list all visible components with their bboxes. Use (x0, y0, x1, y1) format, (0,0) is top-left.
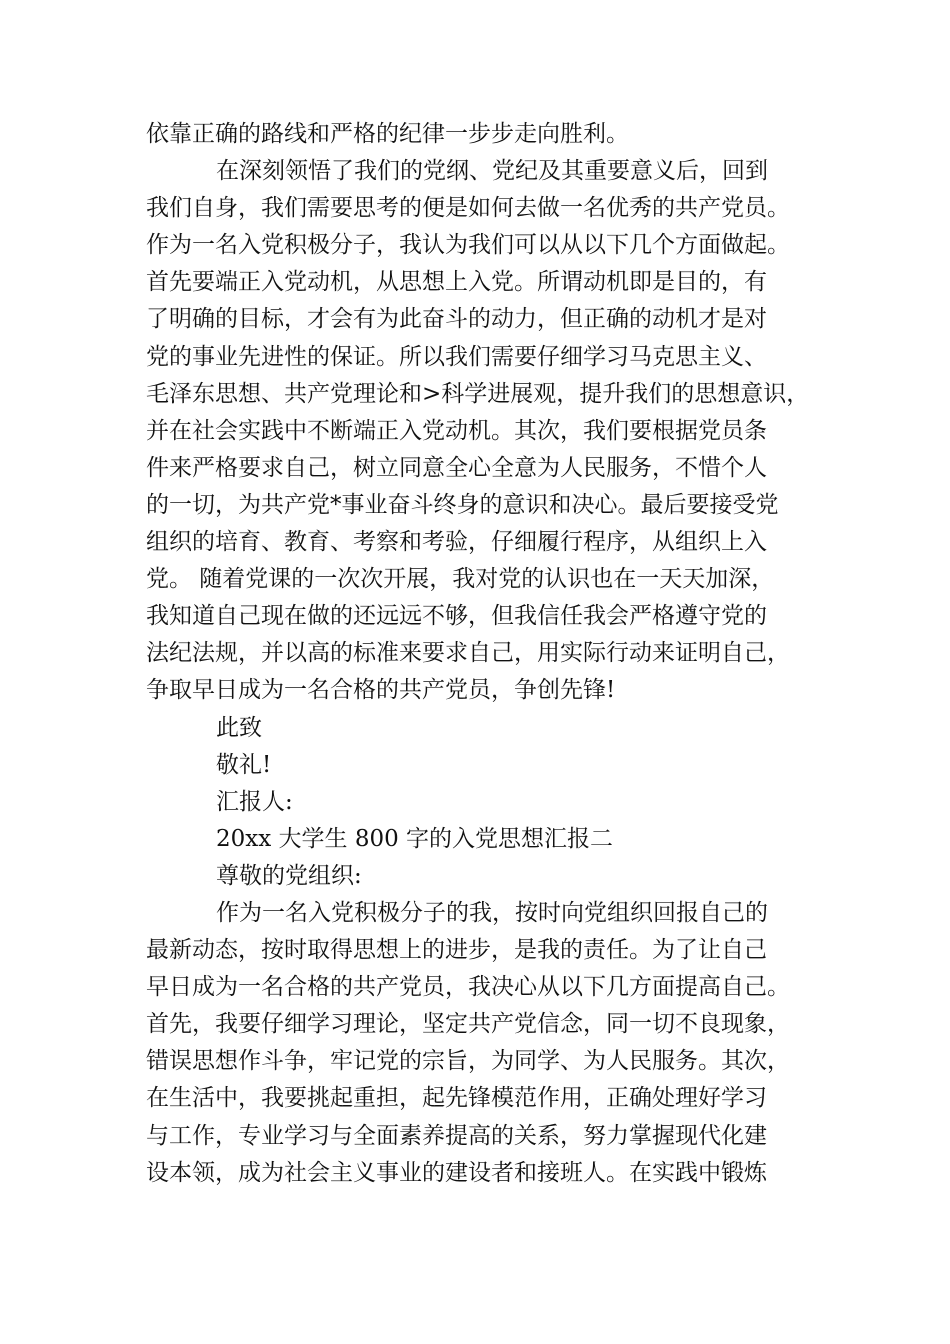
text-line: 首先要端正入党动机，从思想上入党。所谓动机即是目的，有 (146, 269, 767, 296)
text-line: 20xx 大学生 800 字的入党思想汇报二 (216, 825, 614, 852)
text-line: 我们自身，我们需要思考的便是如何去做一名优秀的共产党员。 (146, 195, 790, 222)
text-line: 首先，我要仔细学习理论，坚定共产党信念，同一切不良现象， (146, 1011, 790, 1038)
text-line: 尊敬的党组织: (216, 862, 362, 889)
text-line: 作为一名入党积极分子，我认为我们可以从以下几个方面做起。 (146, 232, 790, 259)
text-line: 我知道自己现在做的还远远不够，但我信任我会严格遵守党的 (146, 603, 767, 630)
text-line: 争取早日成为一名合格的共产党员，争创先锋! (146, 677, 616, 704)
text-line: 与工作，专业学习与全面素养提高的关系，努力掌握现代化建 (146, 1122, 767, 1149)
text-line: 设本领，成为社会主义事业的建设者和接班人。在实践中锻炼 (146, 1159, 767, 1186)
document-body (146, 116, 826, 1192)
text-line: 毛泽东思想、共产党理论和>科学进展观，提升我们的思想意识， (146, 380, 810, 407)
text-line: 的一切，为共产党*事业奋斗终身的意识和决心。最后要接受党 (146, 491, 779, 518)
text-line: 汇报人: (216, 788, 293, 815)
text-line: 依靠正确的路线和严格的纪律一步步走向胜利。 (146, 121, 629, 147)
text-line: 党的事业先进性的保证。所以我们需要仔细学习马克思主义、 (146, 343, 767, 370)
text-line: 并在社会实践中不断端正入党动机。其次，我们要根据党员条 (146, 417, 767, 444)
text-line: 作为一名入党积极分子的我，按时向党组织回报自己的 (216, 899, 768, 926)
text-line: 组织的培育、教育、考察和考验，仔细履行程序，从组织上入 (146, 529, 767, 556)
text-line: 在深刻领悟了我们的党纲、党纪及其重要意义后，回到 (216, 158, 768, 185)
text-line: 件来严格要求自己，树立同意全心全意为人民服务，不惜个人 (146, 454, 767, 481)
text-line: 敬礼! (216, 751, 272, 778)
text-line: 党。 随着党课的一次次开展，我对党的认识也在一天天加深， (146, 566, 775, 593)
text-line: 了明确的目标，才会有为此奋斗的动力，但正确的动机才是对 (146, 306, 767, 333)
text-line: 早日成为一名合格的共产党员，我决心从以下几方面提高自己。 (146, 974, 790, 1001)
text-line: 此致 (216, 714, 262, 741)
text-line: 最新动态，按时取得思想上的进步，是我的责任。为了让自己 (146, 937, 767, 964)
text-line: 法纪法规，并以高的标准来要求自己，用实际行动来证明自己， (146, 640, 790, 667)
text-line: 在生活中，我要挑起重担，起先锋模范作用，正确处理好学习 (146, 1085, 767, 1112)
text-line: 错误思想作斗争，牢记党的宗旨，为同学、为人民服务。其次， (146, 1048, 790, 1075)
